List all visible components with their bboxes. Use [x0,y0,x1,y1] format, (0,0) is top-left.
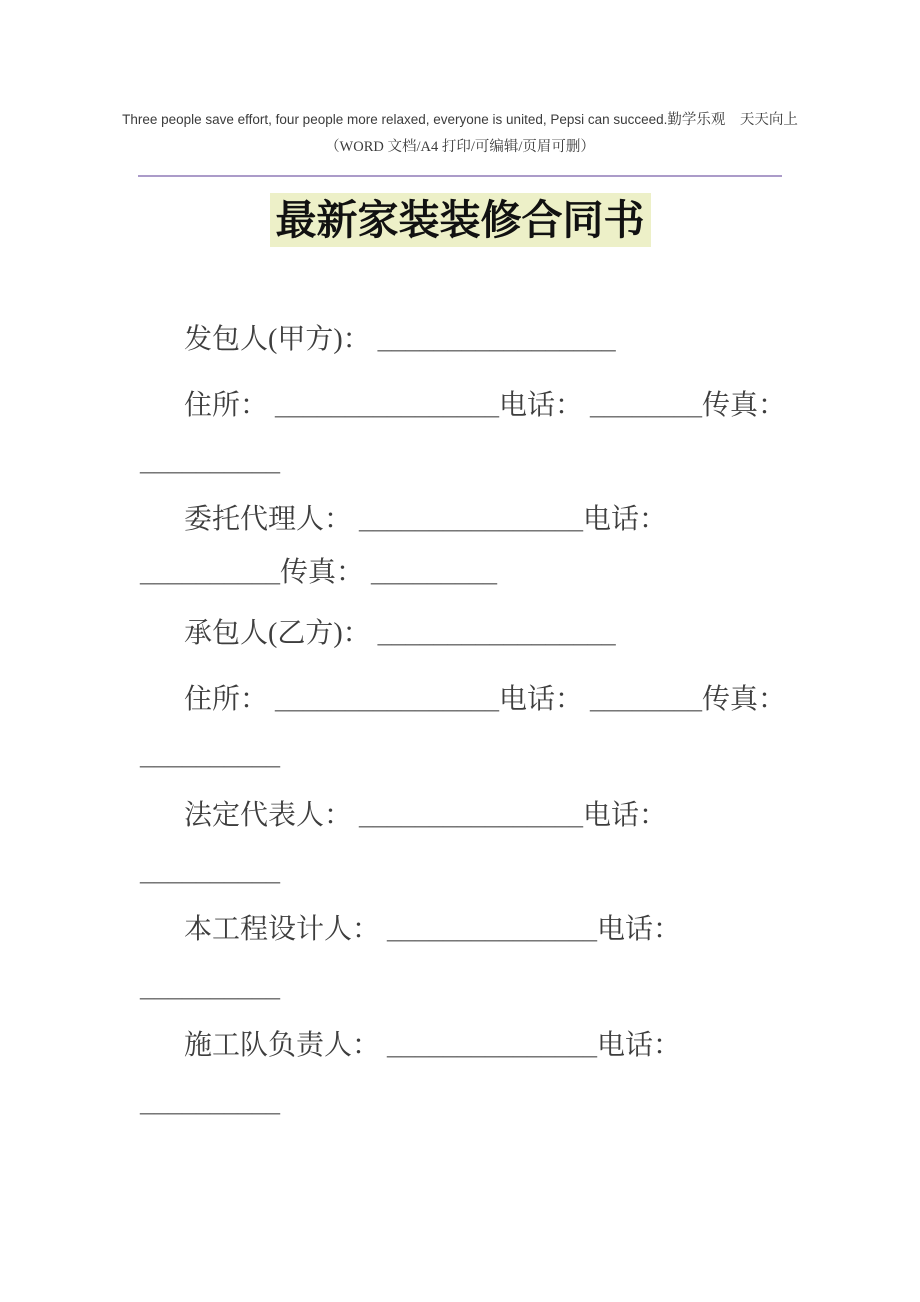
field-label-fax: 传真： [280,557,372,588]
form-line-phone-continuation [140,971,800,1005]
blank-field-agent-phone: __________ [140,557,280,588]
blank-field-phone: ________ [590,390,703,421]
field-label-phone: 电话： [583,800,668,831]
field-label-agent: 委托代理人： [184,504,360,535]
field-label-phone: 电话： [597,914,682,945]
blank-field-phone: __________ [140,972,280,1003]
form-line-construction-team-leader [140,1029,800,1063]
field-label-address: 住所： [184,390,276,421]
page-header-line-1 [0,109,920,132]
blank-field-construction-team-leader-name: _______________ [387,1030,598,1061]
field-label-address: 住所： [184,684,276,715]
field-label-phone: 电话： [499,684,591,715]
form-line-phone-continuation [140,1086,800,1120]
form-line-project-designer [140,913,800,947]
blank-field-phone: __________ [140,1087,280,1118]
blank-field-project-designer-name: _______________ [387,914,598,945]
field-label-project-designer: 本工程设计人： [184,914,388,945]
form-line-agent [140,503,800,537]
field-label-phone: 电话： [499,390,591,421]
blank-field-address: ________________ [275,684,500,715]
blank-field-phone: ________ [590,684,703,715]
blank-field-party-b-name: _________________ [377,618,616,649]
header-english-text: Three people save effort, four people more relaxed, everyone is united, Pepsi can succeed. [122,112,668,127]
blank-field-legal-representative-name: ________________ [359,800,584,831]
field-label-construction-team-leader: 施工队负责人： [184,1030,388,1061]
field-label-phone: 电话： [597,1030,682,1061]
form-line-party-b-address [140,683,800,717]
blank-field-phone: __________ [140,856,280,887]
field-label-legal-representative: 法定代表人： [184,800,360,831]
blank-field-agent-fax: _________ [371,557,498,588]
form-line-agent-continuation [140,556,800,590]
field-label-fax: 传真： [702,684,787,715]
blank-field-address: ________________ [275,390,500,421]
header-separator-rule [138,175,782,177]
form-line-phone-continuation [140,855,800,889]
blank-field-party-a-name: _________________ [377,324,616,355]
form-line-fax-continuation [140,739,800,773]
field-label-party-b: 承包人(乙方)： [184,618,378,649]
header-chinese-text: 勤学乐观 天天向上 [667,112,798,128]
title-row [0,193,920,247]
document-title: 最新家装装修合同书 [270,193,651,247]
field-label-phone: 电话： [583,504,668,535]
form-line-party-b [140,617,800,651]
form-line-legal-representative [140,799,800,833]
page-header-line-2: （WORD 文档/A4 打印/可编辑/页眉可删） [325,139,595,155]
form-line-party-a [140,323,800,357]
field-label-party-a: 发包人(甲方)： [184,324,378,355]
form-line-party-a-address [140,389,800,423]
field-label-fax: 传真： [702,390,787,421]
blank-field-agent-name: ________________ [359,504,584,535]
form-line-fax-continuation [140,445,800,479]
blank-field-fax: __________ [140,740,280,771]
blank-field-fax: __________ [140,446,280,477]
